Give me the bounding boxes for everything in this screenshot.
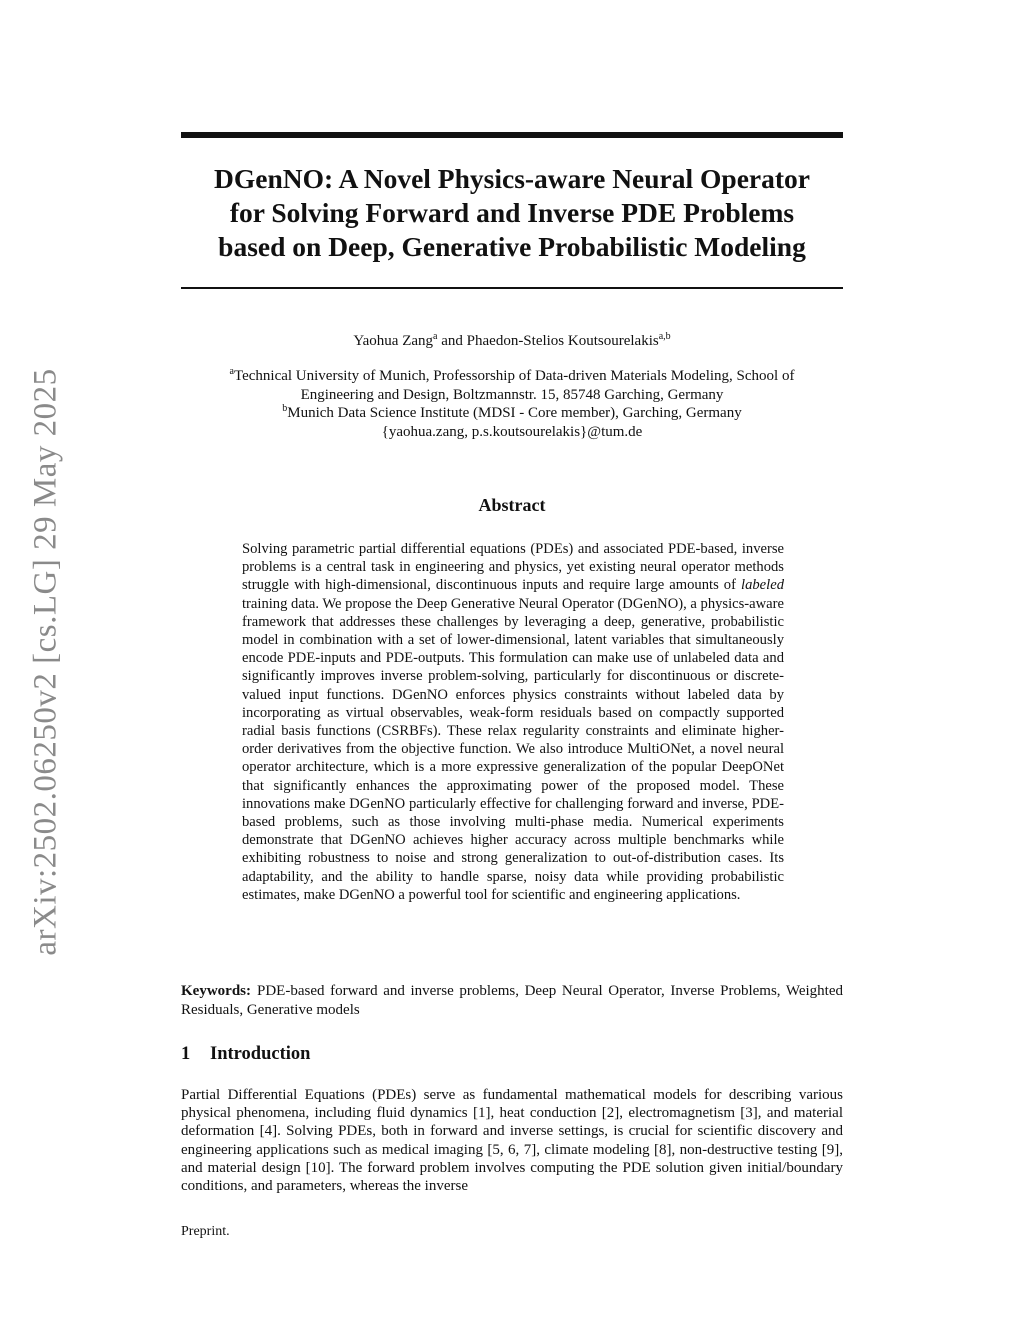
keywords-text: PDE-based forward and inverse problems, Deep Neural Operator, Inverse Problems, Weighted Residuals, Generative models	[181, 983, 843, 1018]
arxiv-identifier-stamp: arXiv:2502.06250v2 [cs.LG] 29 May 2025	[27, 368, 64, 956]
abstract-emphasis: labeled	[741, 577, 784, 594]
page-footer: Preprint.	[181, 1224, 230, 1239]
abstract-heading: Abstract	[478, 495, 546, 515]
author-emails: {yaohua.zang, p.s.koutsourelakis}@tum.de	[381, 423, 643, 440]
author-affiliation-mark: a	[433, 331, 438, 342]
author-affiliation-mark: a,b	[658, 331, 671, 342]
title-top-rule	[181, 132, 843, 138]
keywords-label: Keywords:	[181, 983, 251, 999]
title-line-1: DGenNO: A Novel Physics-aware Neural Operator	[213, 163, 810, 194]
author-name: Phaedon-Stelios Koutsourelakis	[466, 333, 659, 349]
author-name: Yaohua Zang	[353, 333, 434, 349]
paper-title	[181, 162, 843, 264]
affiliation-mark: b	[282, 403, 288, 414]
affiliations	[181, 367, 843, 441]
section-title: Introduction	[210, 1044, 311, 1064]
title-bottom-rule	[181, 287, 843, 289]
affiliation-a-line-2: Engineering and Design, Boltzmannstr. 15, 85748 Garching, Germany	[300, 386, 724, 403]
abstract-text: Solving parametric partial differential equations (PDEs) and associated PDE-based, inverse problems is a central task in engineering and physics, yet existing neural operator methods struggle with high-dimensional, discontinuous inputs and require large amounts of labeled training data. We propose the Deep Generative Neural Operator (DGenNO), a physics-aware framework that addresses these challenges by leveraging a deep, generative, probabilistic model in combination with a set of lower-dimensional, latent variables that simultaneously encode PDE-inputs and PDE-outputs. This formulation can make use of unlabeled data and significantly improves inverse problem-solving, particularly for discontinuous or discrete-valued input functions. DGenNO enforces physics constraints without labeled data by incorporating as virtual observables, weak-form residuals based on compactly supported radial basis functions (CSRBFs). These relax regularity constraints and eliminate higher-order derivatives from the objective function. We also introduce MultiONet, a novel neural operator architecture, which is a more expressive generalization of the popular DeepONet that significantly enhances the approximating power of the proposed model. These innovations make DGenNO particularly effective for challenging forward and inverse, PDE-based problems, such as those involving multi-phase media. Numerical experiments demonstrate that DGenNO achieves higher accuracy across multiple benchmarks while exhibiting robustness to noise and strong generalization to out-of-distribution cases. Its adaptability, and the ability to handle sparse, noisy data while providing probabilistic estimates, make DGenNO a powerful tool for scientific and engineering applications.	[242, 541, 784, 903]
keywords	[181, 982, 843, 1019]
affiliation-b: $^b$Munich Data Science Institute (MDSI - Core member), Garching, Germany	[282, 403, 742, 421]
title-line-2: for Solving Forward and Inverse PDE Problems	[229, 197, 795, 228]
section-heading-introduction	[181, 1044, 310, 1065]
title-line-3: based on Deep, Generative Probabilistic Modeling	[218, 231, 806, 262]
author-list	[181, 332, 843, 350]
introduction-paragraph: Partial Differential Equations (PDEs) serve as fundamental mathematical models for describing various physical phenomena, including fluid dynamics [1], heat conduction [2], electromagnetism [3], and material deformation [4]. Solving PDEs, both in forward and inverse settings, is crucial for scientific discovery and engineering applications such as medical imaging [5, 6, 7], climate modeling [8], non-destructive testing [9], and material design [10]. The forward problem involves computing the PDE solution given initial/boundary conditions, and parameters, whereas the inverse	[181, 1087, 843, 1195]
affiliation-mark: a	[229, 366, 234, 377]
author-conjunction: and	[437, 333, 467, 349]
affiliation-a-line-1: $^a$Technical University of Munich, Professorship of Data-driven Materials Modeling, School of	[229, 366, 795, 384]
section-number: 1	[181, 1044, 191, 1064]
